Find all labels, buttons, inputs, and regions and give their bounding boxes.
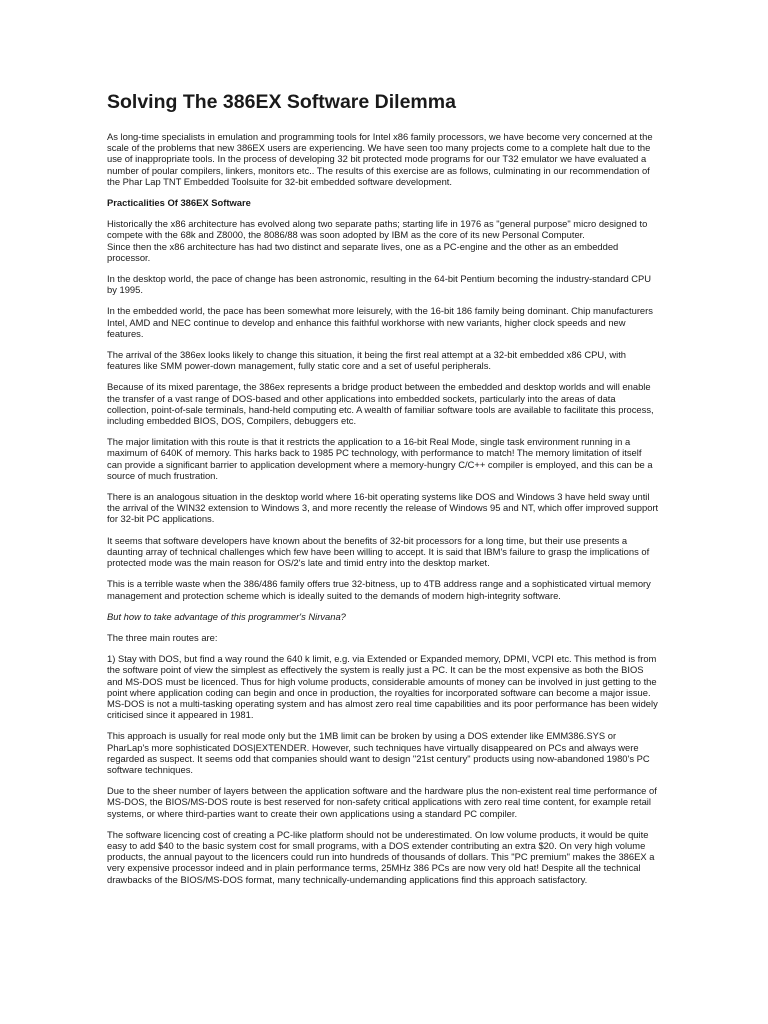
paragraph-terrible-waste: This is a terrible waste when the 386/486 family offers true 32-bitness, up to 4TB address range and a sophisticated virtual memory management and protection scheme which is ideally suited to the demands of modern high-integrity software. xyxy=(107,578,651,601)
document-title: Solving The 386EX Software Dilemma xyxy=(107,91,456,113)
paragraph-licencing-cost: The software licencing cost of creating a PC-like platform should not be underestimated. On low volume products, it would be quite easy to add $40 to the basic system cost for small programs, with a DOS extender contributing an extra $20. On very high volume products, the annual payout to the licencers could run into hundreds of thousands of dollars. This "PC premium" makes the 386EX a very expensive processor indeed and in plain performance terms, 25MHz 386 PCs are now very old hat! Despite all the technical drawbacks of the BIOS/MS-DOS format, many technically-undemanding applications find this approach satisfactory. xyxy=(107,828,655,885)
paragraph-major-limitation: The major limitation with this route is that it restricts the application to a 16-bit Real Mode, single task environment running in a maximum of 640K of memory. This harks back to 1985 PC technology, with performance to match! The memory limitation of itself can provide a significant barrier to application development where a memory-hungry C/C++ compiler is employed, and this can be a source of much frustration. xyxy=(107,436,653,481)
paragraph-desktop-world: In the desktop world, the pace of change has been astronomic, resulting in the 64-bit Pentium becoming the industry-standard CPU by 1995. xyxy=(107,273,652,296)
paragraph-route-one: 1) Stay with DOS, but find a way round the 640 k limit, e.g. via Extended or Expanded memory, DPMI, VCPI etc. This method is from the software point of view the simplest as effectively the system is really just a PC. It can be the most expensive as both the BIOS and MS-DOS must be licenced. Thus for high volume products, considerable amounts of money can be involved in just getting to the point where application coding can begin and once in production, the royalties for incorporated software can become a major issue. MS-DOS is not a multi-tasking operating system and has almost zero real time capabilities and its poor performance has been widely criticised since it appeared in 1981. xyxy=(107,653,658,721)
paragraph-history: Historically the x86 architecture has evolved along two separate paths; starting life in 1976 as "general purpose" micro designed to compete with the 68k and Z8000, the 8086/88 was soon adopted by IBM as the core of its new Personal Computer. xyxy=(107,218,648,241)
paragraph-mixed-parentage: Because of its mixed parentage, the 386ex represents a bridge product between the embedded and desktop worlds and will enable the transfer of a vast range of DOS-based and other applications into embedded sockets, particularly into the areas of data collection, point-of-sale terminals, hand-held computing etc. A wealth of familiar software tools are available to facilitate this process, including embedded BIOS, DOS, Compilers, debuggers etc. xyxy=(107,381,654,427)
section-heading: Practicalities Of 386EX Software xyxy=(107,197,251,209)
document-page xyxy=(107,90,659,895)
paragraph-32bit-benefits: It seems that software developers have known about the benefits of 32-bit processors for a long time, but their use presents a daunting array of technical challenges which few have been willing to accept. It is said that IBM's failure to grasp the implications of protected mode was the main reason for OS/2's late and timid entry into the desktop market. xyxy=(107,534,650,569)
paragraph-real-mode-approach: This approach is usually for real mode only but the 1MB limit can be broken by using a DOS extender like EMM386.SYS or PharLap's more sophisticated DOS|EXTENDER. However, such techniques have virtually disappeared on PCs and always were regarded as suspect. It seems odd that companies should want to design "21st century" products using now-abandoned 1980's PC software techniques. xyxy=(107,730,650,775)
intro-paragraph: As long-time specialists in emulation and programming tools for Intel x86 family processors, we have become very concerned at the scale of the problems that new 386EX users are experiencing. We have seen too many projects come to a complete halt due to the use of inappropriate tools. In the process of developing 32 bit protected mode programs for our T32 emulator we have evaluated a number of poular compilers, linkers, monitors etc.. The results of this exercise are as follows, culminating in our recommendation of the Phar Lap TNT Embedded Toolsuite for 32-bit embedded software development. xyxy=(107,131,653,187)
paragraph-two-lives: Since then the x86 architecture has had two distinct and separate lives, one as a PC-engine and the other as an embedded processor. xyxy=(107,240,619,263)
paragraph-nirvana-question: But how to take advantage of this programmer's Nirvana? xyxy=(107,610,346,622)
paragraph-386ex-arrival: The arrival of the 386ex looks likely to change this situation, it being the first real attempt at a 32-bit embedded x86 CPU, with features like SMM power-down management, fully static core and a set of useful peripherals. xyxy=(107,349,627,372)
paragraph-three-routes: The three main routes are: xyxy=(107,631,218,643)
paragraph-analogous-situation: There is an analogous situation in the desktop world where 16-bit operating systems like DOS and Windows 3 have held sway until the arrival of the WIN32 extension to Windows 3, and more recently the release of Windows 95 and NT, which offer improved support for 32-bit PC applications. xyxy=(107,491,659,525)
paragraph-embedded-world: In the embedded world, the pace has been somewhat more leisurely, with the 16-bit 186 family being dominant. Chip manufacturers Intel, AMD and NEC continue to develop and enhance this faithful workhorse with new variants, higher clock speeds and new features. xyxy=(107,305,653,339)
paragraph-layers: Due to the sheer number of layers between the application software and the hardware plus the non-existent real time performance of MS-DOS, the BIOS/MS-DOS route is best reserved for non-safety critical applications with zero real time content, for example retail systems, or where third-parties want to create their own applications using a standard PC compiler. xyxy=(107,785,657,819)
